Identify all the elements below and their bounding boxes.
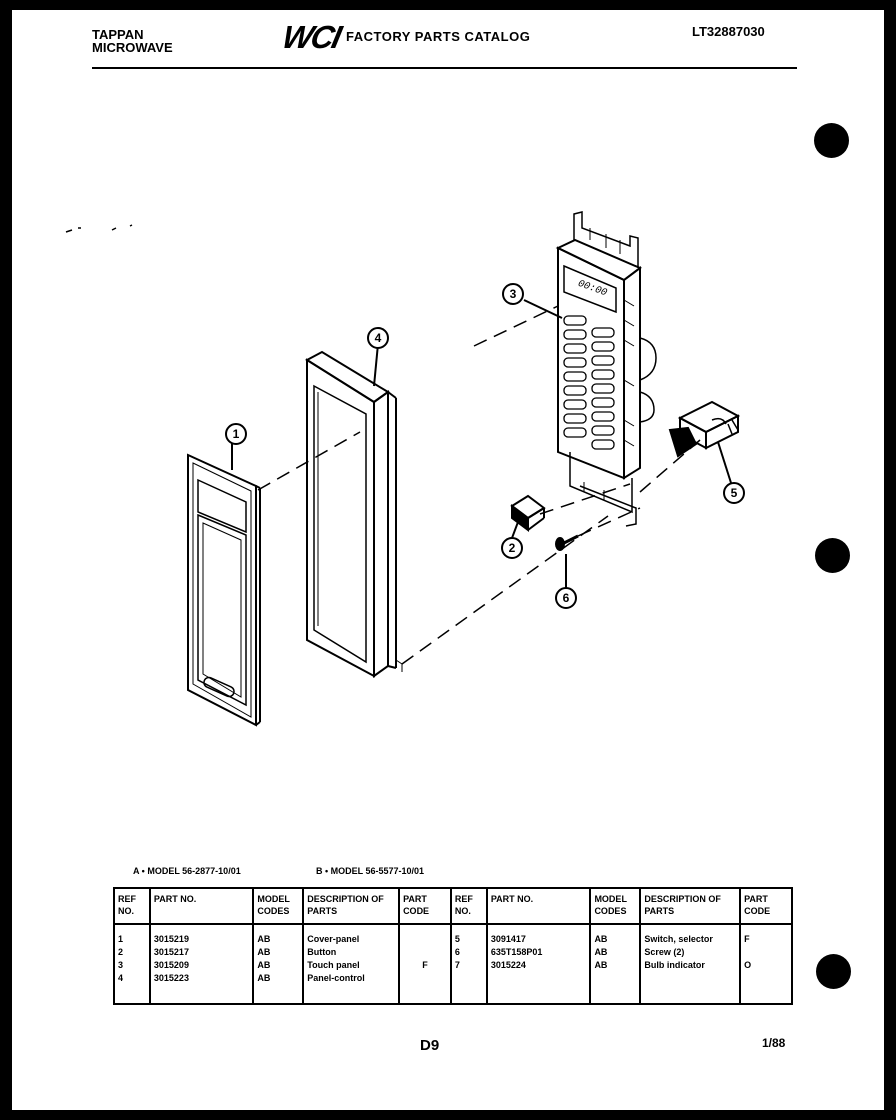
brand-line-2: MICROWAVE — [92, 40, 173, 55]
model-b-label: B • MODEL 56-5577-10/01 — [316, 866, 425, 876]
page-number: D9 — [420, 1037, 440, 1054]
document-number: LT32887030 — [692, 24, 765, 39]
part-selector-switch — [670, 402, 738, 456]
callout-6: 6 — [562, 591, 570, 605]
callout-4: 4 — [374, 331, 382, 345]
cell-part-right: 3091417 635T158P01 3015224 — [487, 924, 591, 1004]
header-ref-no: REF NO. — [114, 888, 150, 924]
wci-logo: WCI — [279, 19, 344, 55]
cell-partcode-right: F O — [740, 924, 792, 1004]
header-part-no-2: PART NO. — [487, 888, 591, 924]
cell-desc-right: Switch, selector Screw (2) Bulb indicator — [640, 924, 740, 1004]
cell-desc-left: Cover-panel Button Touch panel Panel-control — [303, 924, 399, 1004]
catalog-title: FACTORY PARTS CATALOG — [346, 29, 531, 44]
header-description-2: DESCRIPTION OF PARTS — [640, 888, 740, 924]
header-model-codes-2: MODEL CODES — [590, 888, 640, 924]
header-part-code: PART CODE — [399, 888, 451, 924]
cell-ref-right: 5 6 7 — [451, 924, 487, 1004]
cell-codes-right: AB AB AB — [590, 924, 640, 1004]
part-touch-panel — [558, 212, 656, 526]
catalog-date: 1/88 — [762, 1036, 786, 1050]
callout-3: 3 — [509, 287, 517, 301]
part-screw — [556, 536, 578, 550]
cell-part-left: 3015219 3015217 3015209 3015223 — [150, 924, 253, 1004]
part-panel-control — [307, 352, 402, 676]
callout-2: 2 — [508, 541, 516, 555]
display-readout: 00:00 — [576, 278, 609, 300]
cell-partcode-left: F — [399, 924, 451, 1004]
part-cover-panel — [188, 455, 260, 725]
table-row — [114, 924, 792, 1004]
callout-1: 1 — [232, 427, 240, 441]
parts-table-header — [114, 888, 792, 924]
header-ref-no-2: REF NO. — [451, 888, 487, 924]
cell-codes-left: AB AB AB AB — [253, 924, 303, 1004]
callout-5: 5 — [730, 486, 738, 500]
header-part-code-2: PART CODE — [740, 888, 792, 924]
header-model-codes: MODEL CODES — [253, 888, 303, 924]
brand-line-1: TAPPAN — [92, 27, 144, 42]
cell-ref-left: 1 2 3 4 — [114, 924, 150, 1004]
header-part-no: PART NO. — [150, 888, 253, 924]
touch-panel-keys — [564, 316, 614, 449]
parts-table — [113, 887, 793, 1005]
header-description: DESCRIPTION OF PARTS — [303, 888, 399, 924]
model-a-label: A • MODEL 56-2877-10/01 — [133, 866, 241, 876]
